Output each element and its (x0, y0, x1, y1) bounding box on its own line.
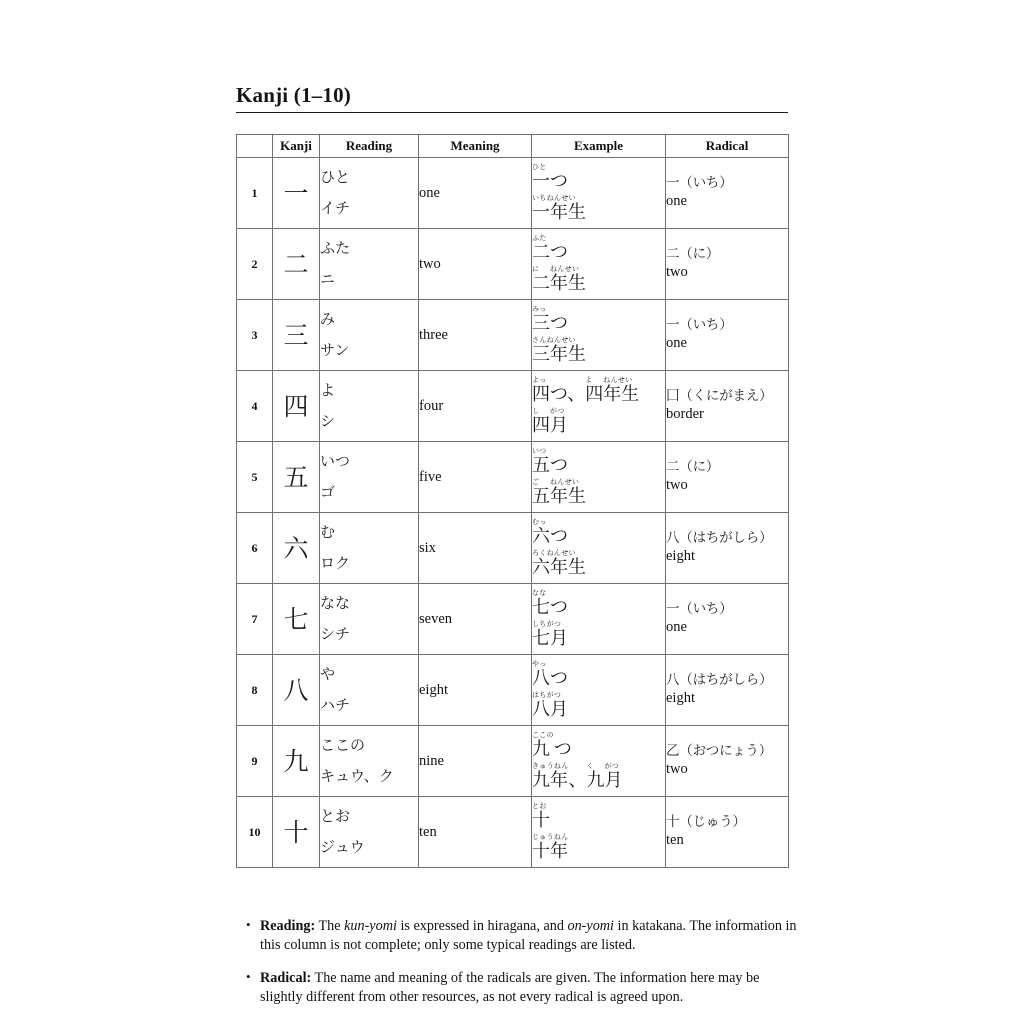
ruby-group (532, 234, 550, 263)
furigana-text: みっ (532, 305, 547, 313)
example-okurigana-text: つ (550, 597, 568, 618)
page-title: Kanji (1–10) (236, 83, 351, 107)
furigana-text: なな (532, 589, 547, 597)
footnote-text: in katakana. The information in this column is not complete; only some typical readings are listed. (260, 918, 797, 954)
kanji-table-container (236, 134, 788, 868)
example-line (532, 802, 665, 831)
furigana-text: よっ (532, 376, 547, 384)
example-okurigana-text: つ (550, 526, 568, 547)
table-row (237, 726, 789, 797)
example-base-text: 二 (532, 242, 550, 263)
radical-meaning-text: ten (666, 832, 684, 849)
table-body (237, 158, 789, 868)
column-header-reading: Reading (320, 135, 419, 158)
example-base-text: 二 (532, 273, 550, 294)
ruby-group (532, 731, 554, 760)
example-base-text: 一年生 (532, 202, 586, 223)
example-line (532, 336, 665, 365)
radical-cell (666, 655, 789, 726)
title-block (236, 84, 788, 113)
ruby-group (532, 620, 568, 649)
furigana-text: さんねんせい (532, 336, 576, 344)
row-index-cell: 1 (237, 158, 273, 229)
kun-yomi-reading: なな (320, 594, 351, 612)
example-okurigana-text: つ (550, 455, 568, 476)
ruby-group (532, 163, 550, 192)
table-row (237, 655, 789, 726)
meaning-cell: seven (419, 584, 532, 655)
radical-name-text: 八（はちがしら） (666, 672, 773, 689)
footnote-text: is expressed in hiragana, and (396, 918, 568, 935)
on-yomi-reading: ゴ (320, 483, 336, 501)
example-base-text: 九 (586, 770, 605, 791)
bullet-icon: • (246, 969, 251, 985)
kanji-character-cell: 一 (273, 158, 320, 229)
row-index-cell: 5 (237, 442, 273, 513)
furigana-text: ねんせい (603, 376, 633, 384)
furigana-text: しちがつ (532, 620, 562, 628)
reading-cell (320, 158, 419, 229)
example-base-text: 月 (604, 770, 623, 791)
ruby-group (550, 478, 586, 507)
column-header-meaning: Meaning (419, 135, 532, 158)
reading-cell (320, 584, 419, 655)
furigana-text: ご (532, 478, 540, 486)
on-yomi-reading: ジュウ (320, 838, 365, 856)
furigana-text: よ (585, 376, 593, 384)
reading-cell (320, 726, 419, 797)
example-base-text: 八 (532, 668, 550, 689)
example-base-text: 三 (532, 313, 550, 334)
example-line (532, 620, 665, 649)
example-base-text: 六年生 (532, 557, 586, 578)
example-base-text: 月 (550, 415, 568, 436)
footnote-label: Reading: (260, 918, 316, 935)
example-okurigana-text: つ (550, 668, 568, 689)
radical-name-text: 二（に） (666, 459, 720, 476)
reading-cell (320, 513, 419, 584)
on-yomi-reading: サン (320, 341, 350, 359)
on-yomi-reading: シチ (320, 625, 351, 643)
ruby-group (532, 660, 550, 689)
furigana-text: ここの (532, 731, 554, 739)
example-base-text: 七 (532, 597, 550, 618)
kanji-character-cell: 二 (273, 229, 320, 300)
example-base-text: 八月 (532, 699, 568, 720)
example-line (532, 549, 665, 578)
example-line (532, 376, 665, 405)
radical-meaning-text: two (666, 761, 688, 778)
ruby-group (532, 336, 586, 365)
example-base-text: 十年 (532, 841, 568, 862)
footnote-text: The (315, 918, 345, 935)
kanji-table (236, 134, 789, 868)
ruby-group (532, 518, 550, 547)
example-cell (532, 158, 666, 229)
on-yomi-reading: イチ (320, 199, 351, 217)
example-cell (532, 513, 666, 584)
kun-yomi-reading: ここの (320, 736, 366, 754)
furigana-text: きゅうねん (532, 762, 569, 770)
radical-cell (666, 371, 789, 442)
radical-name-text: 二（に） (666, 246, 720, 263)
ruby-group (532, 407, 550, 436)
radical-meaning-text: one (666, 335, 687, 352)
example-line (532, 478, 665, 507)
ruby-group (550, 407, 568, 436)
table-row (237, 513, 789, 584)
reading-cell (320, 797, 419, 868)
example-cell (532, 797, 666, 868)
footnotes (246, 903, 802, 1021)
example-line (532, 447, 665, 476)
ruby-group (532, 194, 586, 223)
radical-meaning-text: one (666, 193, 687, 210)
kun-yomi-reading: よ (320, 381, 336, 399)
radical-cell (666, 797, 789, 868)
furigana-text: がつ (550, 407, 565, 415)
radical-name-text: 囗（くにがまえ） (666, 388, 773, 405)
example-base-text: 七月 (532, 628, 568, 649)
kanji-character-cell: 四 (273, 371, 320, 442)
example-line (532, 234, 665, 263)
row-index-cell: 2 (237, 229, 273, 300)
example-line (532, 762, 665, 791)
furigana-text: がつ (604, 762, 620, 770)
kun-yomi-reading: や (320, 665, 336, 683)
ruby-group (532, 305, 550, 334)
example-cell (532, 300, 666, 371)
example-base-text: 四 (532, 384, 550, 405)
radical-cell (666, 158, 789, 229)
ruby-group (532, 478, 550, 507)
ruby-group (532, 265, 550, 294)
radical-name-text: 十（じゅう） (666, 814, 746, 831)
furigana-text: いちねんせい (532, 194, 576, 202)
example-okurigana-text: つ (550, 313, 568, 334)
example-cell (532, 442, 666, 513)
footnote-item (246, 917, 802, 955)
footnote-text: The name and meaning of the radicals are given. The information here may be slightly different from other resources, as not every radical is agreed upon. (260, 970, 760, 1005)
table-row (237, 158, 789, 229)
radical-meaning-text: eight (666, 548, 695, 565)
footnote-item (246, 969, 802, 1007)
ruby-group (550, 265, 586, 294)
column-header-example: Example (532, 135, 666, 158)
radical-name-text: 一（いち） (666, 175, 733, 192)
furigana-text: とお (532, 802, 547, 810)
reading-cell (320, 371, 419, 442)
example-okurigana-text: つ (550, 242, 568, 263)
ruby-group (532, 802, 550, 831)
meaning-cell: three (419, 300, 532, 371)
kun-yomi-reading: み (320, 310, 336, 328)
furigana-text: じゅうねん (532, 833, 569, 841)
furigana-text: ろくねんせい (532, 549, 576, 557)
radical-cell (666, 300, 789, 371)
kun-yomi-reading: とお (320, 807, 351, 825)
row-index-cell: 4 (237, 371, 273, 442)
furigana-text: ふた (532, 234, 547, 242)
example-base-text: 九年 (532, 770, 568, 791)
reading-cell (320, 300, 419, 371)
footnote-italic-term: kun-yomi (344, 918, 397, 935)
kanji-character-cell: 五 (273, 442, 320, 513)
radical-meaning-text: two (666, 264, 688, 281)
example-base-text: 四 (532, 415, 550, 436)
example-base-text: 年生 (550, 273, 586, 294)
radical-cell (666, 513, 789, 584)
footnote-label: Radical: (260, 970, 312, 987)
example-okurigana-text: 、 (568, 770, 587, 791)
furigana-text: いつ (532, 447, 547, 455)
kanji-character-cell: 三 (273, 300, 320, 371)
example-base-text: 九 (532, 739, 550, 760)
row-index-cell: 10 (237, 797, 273, 868)
ruby-group (532, 762, 569, 791)
example-base-text: 五 (532, 486, 550, 507)
example-okurigana-text: つ (550, 171, 568, 192)
table-row (237, 797, 789, 868)
example-line (532, 163, 665, 192)
example-line (532, 407, 665, 436)
radical-meaning-text: two (666, 477, 688, 494)
furigana-text: ねんせい (550, 478, 580, 486)
kanji-character-cell: 七 (273, 584, 320, 655)
column-header-index (237, 135, 273, 158)
furigana-text: むっ (532, 518, 547, 526)
furigana-text: ねんせい (550, 265, 580, 273)
kun-yomi-reading: ふた (320, 239, 351, 257)
ruby-group (532, 549, 586, 578)
example-base-text: 十 (532, 810, 550, 831)
radical-name-text: 一（いち） (666, 317, 733, 334)
example-base-text: 一 (532, 171, 550, 192)
ruby-group (532, 447, 550, 476)
on-yomi-reading: ロク (320, 554, 351, 572)
reading-cell (320, 655, 419, 726)
radical-cell (666, 229, 789, 300)
on-yomi-reading: キュウ、ク (320, 767, 394, 785)
meaning-cell: five (419, 442, 532, 513)
title-underline-rule (236, 112, 788, 113)
example-line (532, 194, 665, 223)
bullet-icon: • (246, 917, 251, 933)
ruby-group (532, 833, 569, 862)
column-header-kanji: Kanji (273, 135, 320, 158)
example-line (532, 265, 665, 294)
furigana-text: に (532, 265, 540, 273)
kanji-character-cell: 八 (273, 655, 320, 726)
example-okurigana-text: つ、 (550, 384, 586, 405)
example-base-text: 年生 (603, 384, 640, 405)
radical-cell (666, 726, 789, 797)
table-row (237, 229, 789, 300)
on-yomi-reading: シ (320, 412, 336, 430)
meaning-cell: two (419, 229, 532, 300)
furigana-text: はちがつ (532, 691, 562, 699)
example-base-text: 三年生 (532, 344, 586, 365)
table-row (237, 442, 789, 513)
ruby-group (532, 376, 550, 405)
meaning-cell: ten (419, 797, 532, 868)
example-line (532, 660, 665, 689)
example-line (532, 589, 665, 618)
example-base-text: 年生 (550, 486, 586, 507)
furigana-text: し (532, 407, 540, 415)
radical-name-text: 乙（おつにょう） (666, 743, 772, 760)
example-base-text: 五 (532, 455, 550, 476)
kun-yomi-reading: ひと (320, 168, 351, 186)
furigana-text: やっ (532, 660, 547, 668)
table-row (237, 371, 789, 442)
table-row (237, 300, 789, 371)
ruby-group (532, 691, 568, 720)
radical-cell (666, 442, 789, 513)
kanji-character-cell: 六 (273, 513, 320, 584)
row-index-cell: 6 (237, 513, 273, 584)
column-header-radical: Radical (666, 135, 789, 158)
footnote-italic-term: on-yomi (567, 918, 614, 935)
reading-cell (320, 229, 419, 300)
kanji-character-cell: 九 (273, 726, 320, 797)
furigana-text: ひと (532, 163, 547, 171)
example-line (532, 518, 665, 547)
ruby-group (585, 376, 603, 405)
radical-name-text: 一（いち） (666, 601, 733, 618)
radical-meaning-text: border (666, 406, 704, 423)
meaning-cell: nine (419, 726, 532, 797)
on-yomi-reading: ハチ (320, 696, 351, 714)
ruby-group (605, 762, 623, 791)
furigana-text: く (586, 762, 594, 770)
example-base-text: 四 (585, 384, 604, 405)
example-cell (532, 584, 666, 655)
row-index-cell: 8 (237, 655, 273, 726)
row-index-cell: 7 (237, 584, 273, 655)
example-cell (532, 726, 666, 797)
table-header (237, 135, 789, 158)
example-line (532, 305, 665, 334)
kun-yomi-reading: いつ (320, 452, 351, 470)
ruby-group (532, 589, 550, 618)
radical-name-text: 八（はちがしら） (666, 530, 773, 547)
example-base-text: 六 (532, 526, 550, 547)
example-cell (532, 229, 666, 300)
example-line (532, 833, 665, 862)
meaning-cell: eight (419, 655, 532, 726)
example-cell (532, 371, 666, 442)
row-index-cell: 3 (237, 300, 273, 371)
reading-cell (320, 442, 419, 513)
row-index-cell: 9 (237, 726, 273, 797)
meaning-cell: one (419, 158, 532, 229)
on-yomi-reading: ニ (320, 270, 336, 288)
meaning-cell: four (419, 371, 532, 442)
example-okurigana-text: つ (553, 739, 572, 760)
example-line (532, 691, 665, 720)
kun-yomi-reading: む (320, 523, 336, 541)
meaning-cell: six (419, 513, 532, 584)
radical-cell (666, 584, 789, 655)
ruby-group (587, 762, 605, 791)
table-header-row (237, 135, 789, 158)
radical-meaning-text: one (666, 619, 687, 636)
kanji-character-cell: 十 (273, 797, 320, 868)
example-line (532, 731, 665, 760)
radical-meaning-text: eight (666, 690, 695, 707)
table-row (237, 584, 789, 655)
ruby-group (603, 376, 639, 405)
example-cell (532, 655, 666, 726)
